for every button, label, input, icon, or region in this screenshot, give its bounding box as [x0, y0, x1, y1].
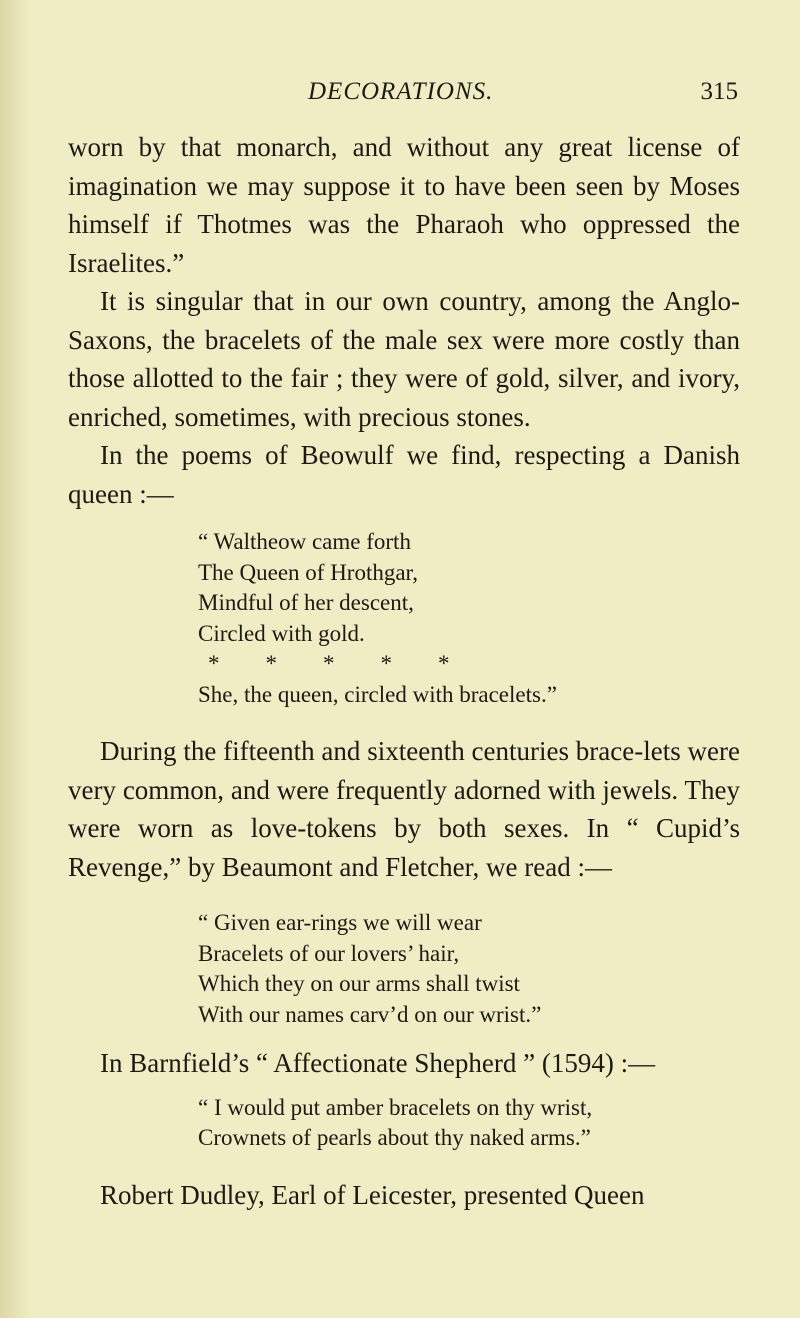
verse-barnfield	[68, 1093, 740, 1154]
verse-line: Crownets of pearls about thy naked arms.”	[198, 1125, 591, 1150]
verse-line: Bracelets of our lovers’ hair,	[198, 940, 460, 966]
verse-line: With our names carv’d on our wrist.”	[198, 1001, 542, 1027]
page-edge-shadow	[0, 0, 30, 1318]
verse-line: Which they on our arms shall twist	[198, 971, 520, 996]
verse-line: Mindful of her descent,	[198, 590, 414, 615]
paragraph-5: In Barnfield’s “ Affectionate Shepherd ” (1594) :—	[100, 1048, 656, 1078]
verse-cupids-revenge	[68, 908, 740, 1030]
paragraph-3: In the poems of Beowulf we find, respecting a Danish queen :—	[68, 440, 740, 509]
verse-line: The Queen of Hrothgar,	[198, 559, 419, 585]
page-body	[68, 128, 740, 1214]
verse-line: Circled with gold.	[198, 620, 365, 646]
paragraph-6: Robert Dudley, Earl of Leicester, presented Queen	[100, 1179, 645, 1210]
verse-beowulf	[68, 527, 740, 710]
running-head: DECORATIONS.	[308, 78, 494, 105]
page-number: 315	[700, 78, 738, 105]
verse-line: “ Given ear-rings we will wear	[198, 910, 482, 935]
paragraph-4: During the fifteenth and sixteenth centuries brace-lets were very common, and were frequently adorned with jewels. They were worn as love-tokens by both sexes. In “ Cupid’s Revenge,” by Beaumont and Fletcher, we read :—	[68, 736, 740, 882]
asterisk-separator: * * * * *	[208, 651, 450, 676]
verse-line: “ Waltheow came forth	[198, 529, 411, 554]
paragraph-2: It is singular that in our own country, among the Anglo-Saxons, the bracelets of the male sex were more costly than those allotted to the fair ; they were of gold, silver, and ivory, enriched, sometimes, with precious stones.	[68, 286, 740, 432]
verse-line: She, the queen, circled with bracelets.”	[198, 681, 557, 707]
verse-line: “ I would put amber bracelets on thy wrist,	[198, 1094, 593, 1120]
page-header	[68, 78, 738, 118]
paragraph-1: worn by that monarch, and without any great license of imagination we may suppose it to have been seen by Moses himself if Thotmes was the Pharaoh who oppressed the Israelites.”	[68, 132, 740, 278]
